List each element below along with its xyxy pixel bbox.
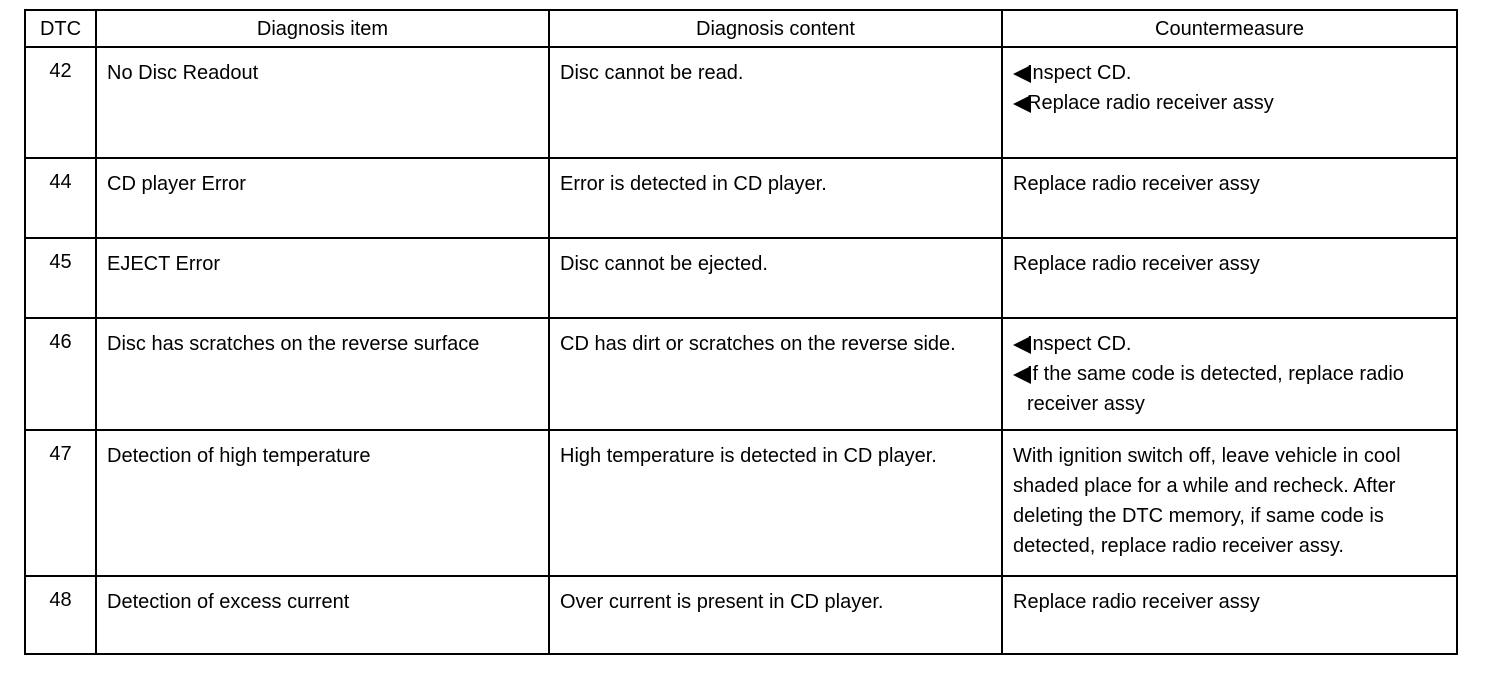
diagnosis-item: EJECT Error	[96, 238, 549, 318]
left-triangle-icon	[1013, 366, 1031, 384]
header-diagnosis-item: Diagnosis item	[96, 10, 549, 47]
countermeasure-step	[1013, 88, 1446, 118]
dtc-code: 47	[25, 430, 96, 576]
header-row	[25, 10, 1457, 47]
diagnosis-content: Over current is present in CD player.	[549, 576, 1002, 654]
step-text: If the same code is detected, replace radio receiver assy	[1027, 363, 1404, 415]
diagnosis-item: CD player Error	[96, 158, 549, 238]
table-row	[25, 318, 1457, 430]
diagnosis-item: Detection of high temperature	[96, 430, 549, 576]
diagnosis-item: Disc has scratches on the reverse surface	[96, 318, 549, 430]
header-diagnosis-content: Diagnosis content	[549, 10, 1002, 47]
step-text: Inspect CD.	[1027, 333, 1132, 355]
countermeasure: Replace radio receiver assy	[1002, 158, 1457, 238]
countermeasure: With ignition switch off, leave vehicle in cool shaded place for a while and recheck. After deleting the DTC memory, if same code is detected, replace radio receiver assy.	[1002, 430, 1457, 576]
diagnosis-content: CD has dirt or scratches on the reverse side.	[549, 318, 1002, 430]
header-countermeasure: Countermeasure	[1002, 10, 1457, 47]
countermeasure-step	[1013, 58, 1446, 88]
table-row	[25, 238, 1457, 318]
table-row	[25, 158, 1457, 238]
countermeasure-steps	[1013, 329, 1446, 419]
dtc-code: 44	[25, 158, 96, 238]
countermeasure	[1002, 47, 1457, 158]
countermeasure	[1002, 318, 1457, 430]
countermeasure-steps	[1013, 58, 1446, 118]
left-triangle-icon	[1013, 336, 1031, 354]
diagnosis-content: High temperature is detected in CD player.	[549, 430, 1002, 576]
step-text: Inspect CD.	[1027, 62, 1132, 84]
dtc-code: 46	[25, 318, 96, 430]
step-text: Replace radio receiver assy	[1027, 92, 1274, 114]
countermeasure-step	[1013, 329, 1446, 359]
diagnosis-item: Detection of excess current	[96, 576, 549, 654]
header-dtc: DTC	[25, 10, 96, 47]
countermeasure: Replace radio receiver assy	[1002, 576, 1457, 654]
countermeasure-step	[1013, 359, 1446, 419]
dtc-table	[24, 9, 1458, 655]
dtc-code: 48	[25, 576, 96, 654]
left-triangle-icon	[1013, 95, 1031, 113]
dtc-code: 42	[25, 47, 96, 158]
table-row	[25, 430, 1457, 576]
table-row	[25, 47, 1457, 158]
diagnosis-content: Disc cannot be ejected.	[549, 238, 1002, 318]
countermeasure: Replace radio receiver assy	[1002, 238, 1457, 318]
diagnosis-content: Disc cannot be read.	[549, 47, 1002, 158]
diagnosis-content: Error is detected in CD player.	[549, 158, 1002, 238]
dtc-code: 45	[25, 238, 96, 318]
table-row	[25, 576, 1457, 654]
diagnosis-item: No Disc Readout	[96, 47, 549, 158]
left-triangle-icon	[1013, 65, 1031, 83]
